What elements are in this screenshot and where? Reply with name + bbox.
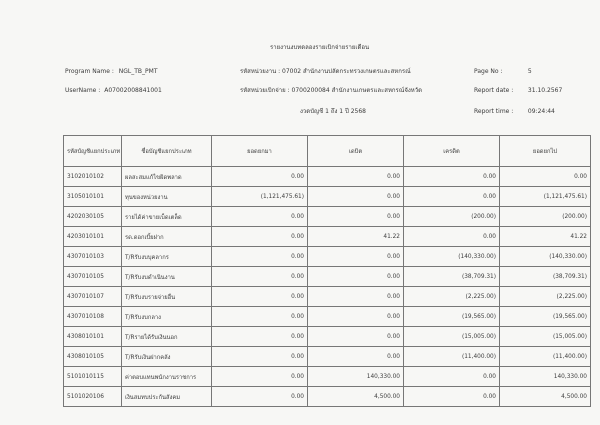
debit-cell: 41.22 <box>308 227 404 247</box>
credit-cell: 0.00 <box>404 227 500 247</box>
col-debit: เดบิต <box>308 136 404 167</box>
col-carried-forward: ยอดยกไป <box>500 136 591 167</box>
account-code-cell: 4307010107 <box>64 287 122 307</box>
credit-cell: (19,565.00) <box>404 307 500 327</box>
credit-cell: (38,709.31) <box>404 267 500 287</box>
table-body <box>64 167 591 407</box>
account-name-cell: T/Rรับงบบุคลากร <box>122 247 212 267</box>
account-name-cell: T/Rรับงบกลาง <box>122 307 212 327</box>
col-account-name: ชื่อบัญชีแยกประเภท <box>122 136 212 167</box>
account-name-cell: ทุนของหน่วยงาน <box>122 187 212 207</box>
account-code-cell: 4308010101 <box>64 327 122 347</box>
debit-cell: 0.00 <box>308 327 404 347</box>
table-row <box>64 307 591 327</box>
date-label: Report date : <box>474 87 514 94</box>
debit-cell: 4,500.00 <box>308 387 404 407</box>
account-code-cell: 5101020106 <box>64 387 122 407</box>
debit-cell: 0.00 <box>308 307 404 327</box>
carried-forward-cell: (19,565.00) <box>500 307 591 327</box>
credit-cell: 0.00 <box>404 167 500 187</box>
credit-cell: (15,005.00) <box>404 327 500 347</box>
program-label: Program Name : <box>65 68 114 75</box>
brought-forward-cell: 0.00 <box>212 347 308 367</box>
debit-cell: 0.00 <box>308 167 404 187</box>
carried-forward-cell: 140,330.00 <box>500 367 591 387</box>
account-name-cell: เงินสมทบประกันสังคม <box>122 387 212 407</box>
page-label: Page No : <box>474 68 503 75</box>
account-code-cell: 4307010108 <box>64 307 122 327</box>
carried-forward-cell: (1,121,475.61) <box>500 187 591 207</box>
brought-forward-cell: 0.00 <box>212 367 308 387</box>
account-code-cell: 4202030105 <box>64 207 122 227</box>
credit-cell: (140,330.00) <box>404 247 500 267</box>
debit-cell: 0.00 <box>308 347 404 367</box>
account-name-cell: T/Rรับงบรายจ่ายอื่น <box>122 287 212 307</box>
table-row <box>64 327 591 347</box>
unit-line: รหัสหน่วยงาน : 07002 สำนักงานปลัดกระทรวงเกษตรและสหกรณ์ <box>240 68 411 75</box>
col-account-code: รหัสบัญชีแยกประเภท <box>64 136 122 167</box>
debit-cell: 0.00 <box>308 187 404 207</box>
account-code-cell: 3102010102 <box>64 167 122 187</box>
account-name-cell: T/Rรับเงินฝากคลัง <box>122 347 212 367</box>
credit-cell: (200.00) <box>404 207 500 227</box>
credit-cell: 0.00 <box>404 187 500 207</box>
date-value: 31.10.2567 <box>527 87 563 94</box>
user-value: A07002008841001 <box>104 87 162 94</box>
col-brought-forward: ยอดยกมา <box>212 136 308 167</box>
account-code-cell: 4203010101 <box>64 227 122 247</box>
credit-cell: (2,225.00) <box>404 287 500 307</box>
carried-forward-cell: (140,330.00) <box>500 247 591 267</box>
table-header-row <box>64 136 591 167</box>
col-credit: เครดิต <box>404 136 500 167</box>
credit-cell: 0.00 <box>404 367 500 387</box>
account-name-cell: T/Rรายได้รับเงินนอก <box>122 327 212 347</box>
table-row <box>64 367 591 387</box>
debit-cell: 0.00 <box>308 247 404 267</box>
carried-forward-cell: (11,400.00) <box>500 347 591 367</box>
debit-cell: 140,330.00 <box>308 367 404 387</box>
debit-cell: 0.00 <box>308 207 404 227</box>
report-time <box>474 108 555 115</box>
account-code-cell: 3105010101 <box>64 187 122 207</box>
brought-forward-cell: 0.00 <box>212 167 308 187</box>
brought-forward-cell: (1,121,475.61) <box>212 187 308 207</box>
account-code-cell: 4308010105 <box>64 347 122 367</box>
page-no <box>474 68 532 75</box>
table-row <box>64 247 591 267</box>
table-row <box>64 347 591 367</box>
account-name-cell: T/Rรับงบดำเนินงาน <box>122 267 212 287</box>
brought-forward-cell: 0.00 <box>212 307 308 327</box>
debit-cell: 0.00 <box>308 287 404 307</box>
page-value: 5 <box>527 68 532 75</box>
account-name-cell: รด.ดอกเบี้ยฝาก <box>122 227 212 247</box>
table-row <box>64 267 591 287</box>
table-row <box>64 227 591 247</box>
credit-cell: 0.00 <box>404 387 500 407</box>
user-label: UserName : <box>65 87 101 94</box>
account-code-cell: 4307010105 <box>64 267 122 287</box>
carried-forward-cell: (15,005.00) <box>500 327 591 347</box>
brought-forward-cell: 0.00 <box>212 227 308 247</box>
table-row <box>64 207 591 227</box>
credit-cell: (11,400.00) <box>404 347 500 367</box>
user-name <box>65 87 162 94</box>
report-date <box>474 87 562 94</box>
account-name-cell: ผลสะสมแก้ไขผิดพลาด <box>122 167 212 187</box>
carried-forward-cell: 41.22 <box>500 227 591 247</box>
table-row <box>64 187 591 207</box>
brought-forward-cell: 0.00 <box>212 267 308 287</box>
time-label: Report time : <box>474 108 514 115</box>
carried-forward-cell: (200.00) <box>500 207 591 227</box>
program-value: NGL_TB_PMT <box>118 68 158 75</box>
brought-forward-cell: 0.00 <box>212 387 308 407</box>
account-code-cell: 5101010115 <box>64 367 122 387</box>
report-title: รายงานงบทดลองรายเบิกจ่ายรายเดือน <box>270 44 370 51</box>
table-row <box>64 167 591 187</box>
period-line: งวดบัญชี 1 ถึง 1 ปี 2568 <box>300 108 366 115</box>
carried-forward-cell: 0.00 <box>500 167 591 187</box>
brought-forward-cell: 0.00 <box>212 247 308 267</box>
trial-balance-table <box>63 135 591 407</box>
table-row <box>64 287 591 307</box>
brought-forward-cell: 0.00 <box>212 287 308 307</box>
time-value: 09:24:44 <box>527 108 555 115</box>
carried-forward-cell: 4,500.00 <box>500 387 591 407</box>
debit-cell: 0.00 <box>308 267 404 287</box>
brought-forward-cell: 0.00 <box>212 327 308 347</box>
account-name-cell: ค่าตอบแทนพนักงานราชการ <box>122 367 212 387</box>
table-row <box>64 387 591 407</box>
carried-forward-cell: (2,225.00) <box>500 287 591 307</box>
carried-forward-cell: (38,709.31) <box>500 267 591 287</box>
disbursement-line: รหัสหน่วยเบิกจ่าย : 0700200084 สำนักงานเกษตรและสหกรณ์จังหวัด <box>240 87 422 94</box>
account-name-cell: รายได้ค่าขายเบ็ดเตล็ด <box>122 207 212 227</box>
brought-forward-cell: 0.00 <box>212 207 308 227</box>
account-code-cell: 4307010103 <box>64 247 122 267</box>
program-name <box>65 68 158 75</box>
